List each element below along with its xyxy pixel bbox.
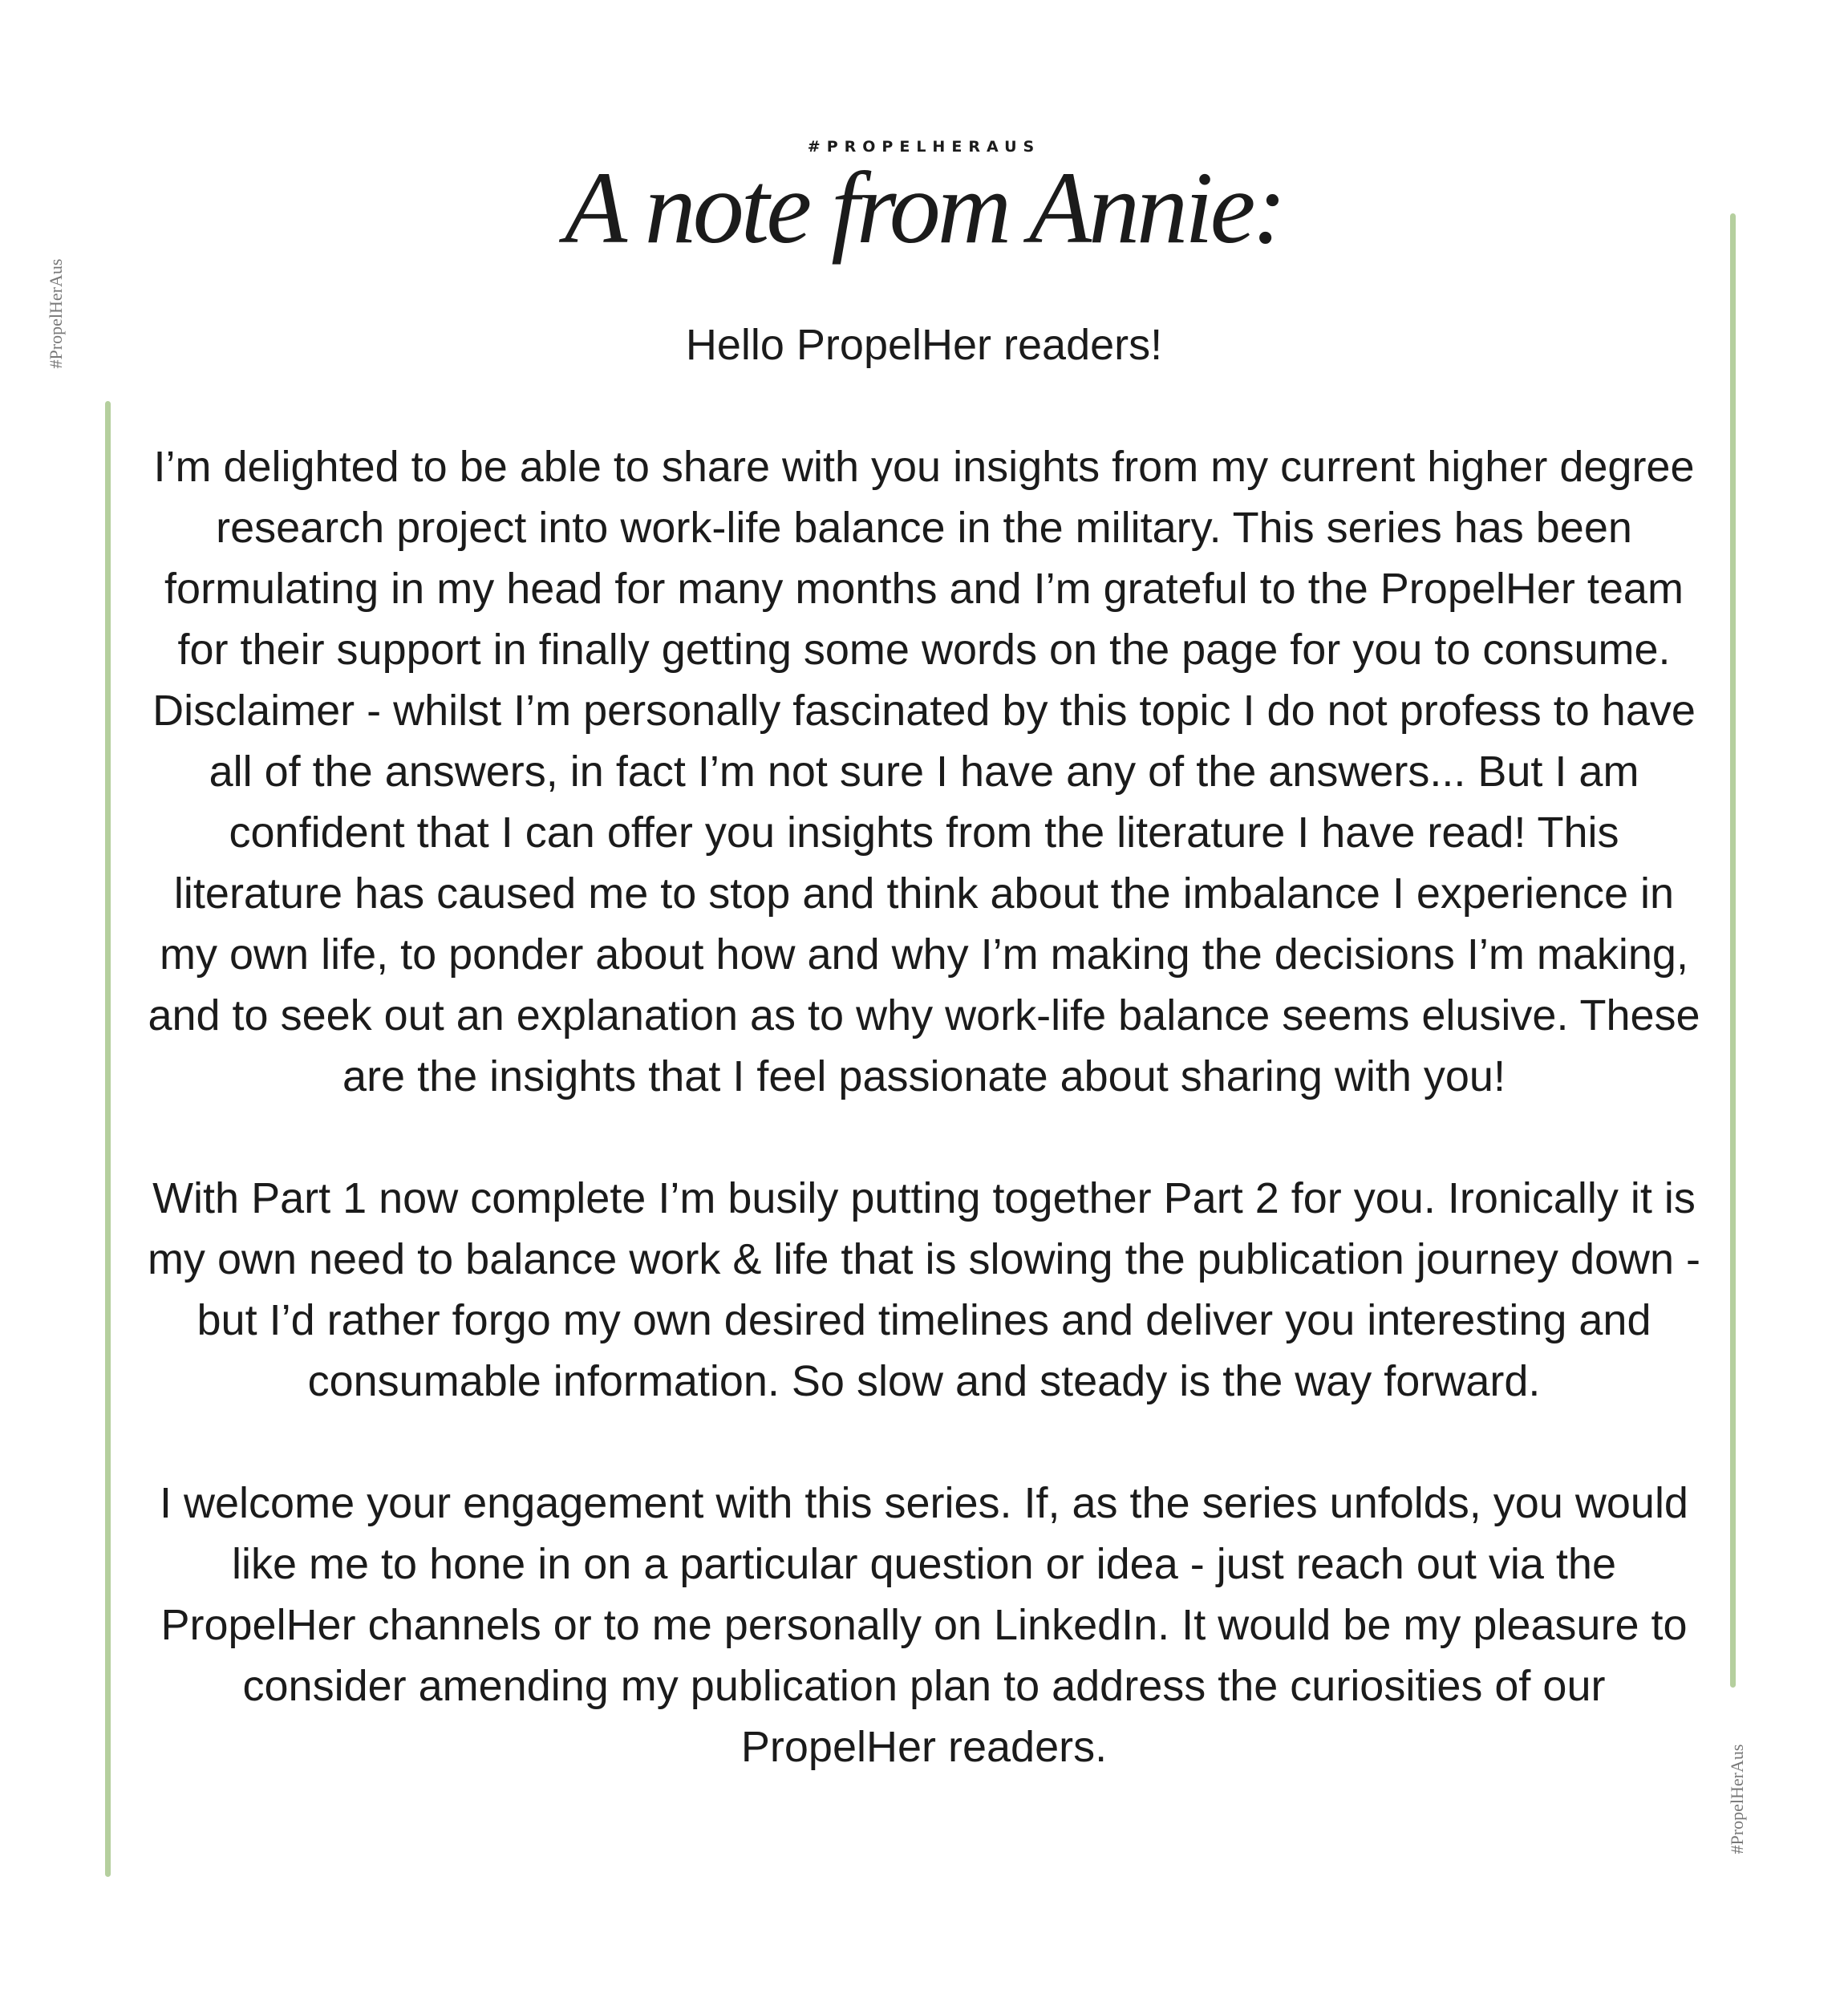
page-title: A note from Annie: — [564, 151, 1284, 265]
hashtag-eyebrow: #PROPELHERAUS — [807, 138, 1041, 156]
greeting: Hello PropelHer readers! — [685, 321, 1163, 369]
side-hashtag-right: #PropelHerAus — [1727, 1744, 1747, 1854]
paragraph-intro: I’m delighted to be able to share with you insights from my current higher degree research project into work-life balance in the military. This series has been formulating in my head for many months and I’m grateful to the PropelHer team for their support in finally getting some words on the page for you to consume. Disclaimer - whilst I’m personally fascinated by this topic I do not profess to have all of the answers, in fact I’m not sure I have any of the answers... But I am confident that I can offer you insights from the literature I have read! This literature has caused me to stop and think about the imbalance I experience in my own life, to ponder about how and why I’m making the decisions I’m making, and to seek out an explanation as to why work-life balance seems elusive. These are the insights that I feel passionate about sharing with you! — [148, 443, 1700, 1100]
note-body — [144, 314, 1704, 1777]
paragraph-engagement: I welcome your engagement with this series. If, as the series unfolds, you would like me to hone in on a particular question or idea - just reach out via the PropelHer channels or to me personally on LinkedIn. It would be my pleasure to consider amending my publication plan to address the curiosities of our PropelHer readers. — [160, 1479, 1688, 1771]
side-hashtag-left: #PropelHerAus — [46, 258, 66, 369]
paragraph-progress: With Part 1 now complete I’m busily putting together Part 2 for you. Ironically it is my own need to balance work & life that is slowing the publication journey down - but I’d rather forgo my own desired timelines and deliver you interesting and consumable information. So slow and steady is the way forward. — [147, 1174, 1701, 1405]
right-accent-rule — [1730, 213, 1736, 1688]
left-accent-rule — [105, 401, 111, 1877]
